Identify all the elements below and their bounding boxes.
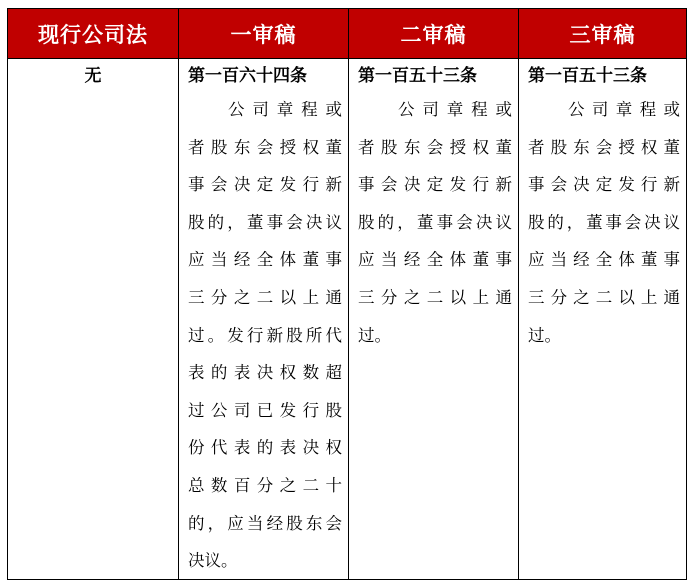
first-draft-cell bbox=[188, 61, 342, 580]
first-draft-text-line: 总数百分之二十 bbox=[188, 475, 342, 495]
first-draft-text-line: 份代表的表决权 bbox=[188, 438, 342, 458]
third-draft-text-line: 公司章程或 bbox=[568, 100, 680, 119]
third-draft-text-line: 股的，董事会决议 bbox=[528, 212, 680, 232]
third-draft-text-line: 三分之二以上通 bbox=[528, 287, 680, 307]
second-draft-text-line: 应当经全体董事 bbox=[358, 250, 512, 270]
third-draft-text-line: 过。 bbox=[528, 325, 561, 345]
first-draft-text-line: 三分之二以上通 bbox=[188, 287, 342, 307]
first-draft-text-line: 应当经全体董事 bbox=[188, 250, 342, 270]
law-comparison-table bbox=[7, 8, 687, 580]
first-draft-text-line: 的，应当经股东会 bbox=[188, 513, 342, 533]
first-draft-text-line: 表的表决权数超 bbox=[188, 363, 342, 383]
header-first-draft: 一审稿 bbox=[179, 9, 348, 59]
second-draft-text-line: 者股东会授权董 bbox=[358, 137, 512, 157]
third-draft-text-line: 者股东会授权董 bbox=[528, 137, 680, 157]
second-draft-article-number: 第一百五十三条 bbox=[358, 66, 477, 86]
column-first-draft bbox=[178, 9, 348, 579]
third-draft-cell bbox=[528, 61, 680, 354]
first-draft-text-line: 股的，董事会决议 bbox=[188, 212, 342, 232]
third-draft-article-number: 第一百五十三条 bbox=[528, 66, 647, 86]
first-draft-text-line: 者股东会授权董 bbox=[188, 137, 342, 157]
second-draft-text-line: 事会决定发行新 bbox=[358, 175, 512, 195]
second-draft-text-line: 公司章程或 bbox=[398, 100, 512, 119]
header-current-law: 现行公司法 bbox=[8, 9, 178, 59]
second-draft-text-line: 股的，董事会决议 bbox=[358, 212, 512, 232]
column-third-draft bbox=[518, 9, 686, 579]
first-draft-text-line: 过。发行新股所代 bbox=[188, 325, 342, 345]
header-third-draft: 三审稿 bbox=[519, 9, 686, 59]
column-current-law bbox=[8, 9, 178, 579]
column-second-draft bbox=[348, 9, 518, 579]
third-draft-text-line: 事会决定发行新 bbox=[528, 175, 680, 195]
first-draft-text-line: 过公司已发行股 bbox=[188, 400, 342, 420]
second-draft-text-line: 过。 bbox=[358, 325, 391, 345]
first-draft-text-line: 公司章程或 bbox=[228, 100, 342, 119]
current-law-cell: 无 bbox=[84, 66, 102, 86]
first-draft-text-line: 决议。 bbox=[188, 551, 238, 571]
second-draft-text-line: 三分之二以上通 bbox=[358, 287, 512, 307]
third-draft-text-line: 应当经全体董事 bbox=[528, 250, 680, 270]
first-draft-text-line: 事会决定发行新 bbox=[188, 175, 342, 195]
second-draft-cell bbox=[358, 61, 512, 354]
first-draft-article-number: 第一百六十四条 bbox=[188, 66, 307, 86]
header-second-draft: 二审稿 bbox=[349, 9, 518, 59]
